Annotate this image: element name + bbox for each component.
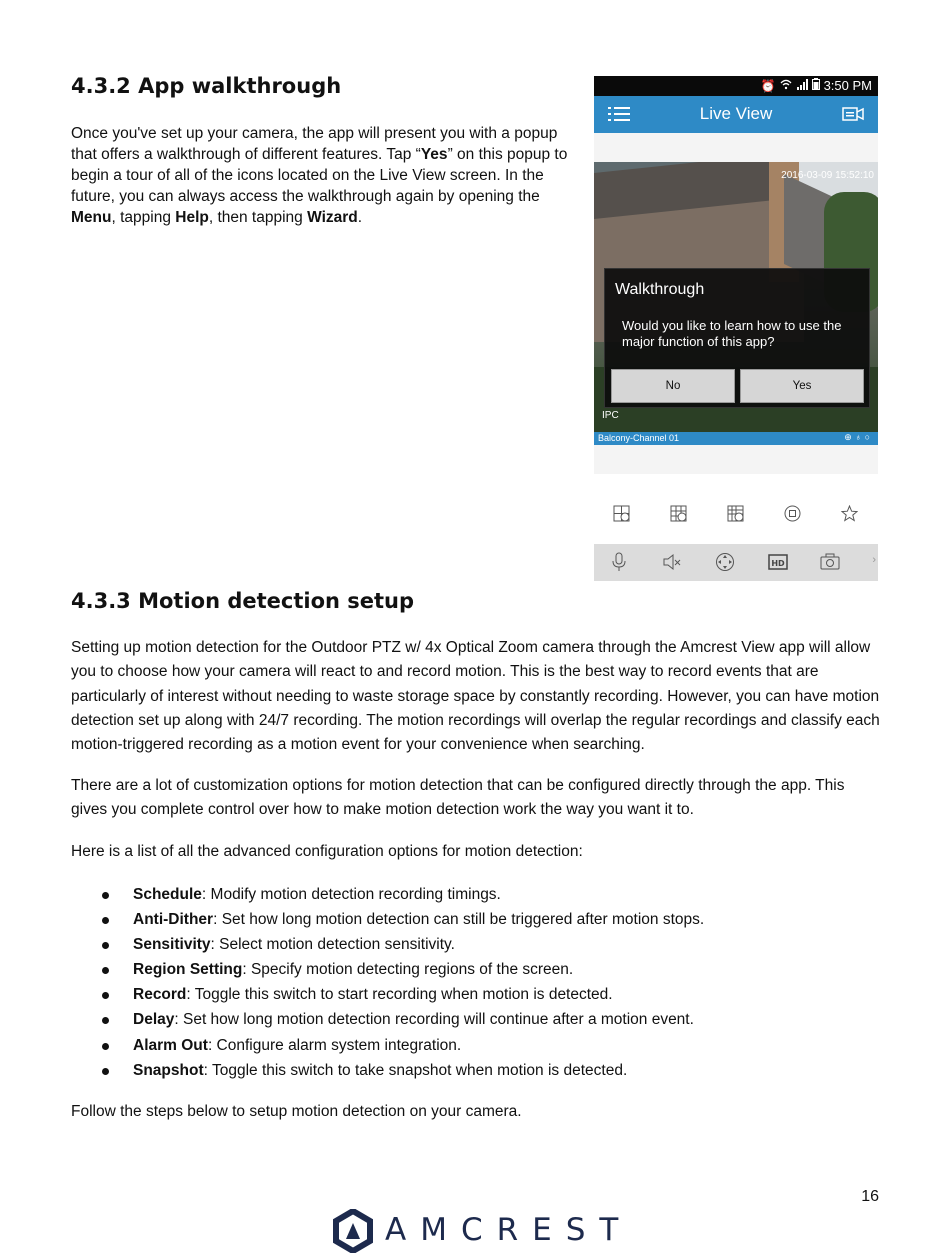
bullet (102, 1068, 109, 1075)
bullet (102, 892, 109, 899)
option-term: Anti-Dither (133, 911, 214, 929)
alarm-icon: ⏰ (760, 78, 776, 93)
bullet (102, 992, 109, 999)
yes-button[interactable]: Yes (740, 369, 864, 403)
bullet (102, 942, 109, 949)
channel-bar (594, 432, 878, 445)
option-term: Record (133, 986, 187, 1004)
text-run: . (357, 209, 363, 226)
amcrest-wordmark: AMCREST (385, 1212, 633, 1248)
option-desc: : Modify motion detection recording timings. (201, 886, 501, 903)
bold-help: Help (175, 209, 209, 226)
more-arrow-icon[interactable]: › (872, 554, 876, 566)
list-item (71, 1058, 871, 1083)
text-run: ” on this popup to begin a tour of all of the icons located on the Live View screen. In the future, you can always access the walkthrough again by opening the (71, 146, 568, 205)
list-item (71, 932, 871, 957)
bold-menu: Menu (71, 209, 112, 226)
follow-steps-paragraph: Follow the steps below to setup motion detection on your camera. (71, 1103, 522, 1120)
amcrest-logo-mark-icon (333, 1209, 373, 1253)
ipc-label: IPC (602, 410, 619, 421)
app-bar (594, 96, 878, 133)
option-desc: : Set how long motion detection recording will continue after a motion event. (174, 1011, 694, 1029)
video-timestamp: 2016-03-09 15:52:10 (781, 170, 874, 181)
option-term: Alarm Out (133, 1036, 208, 1054)
bullet (102, 1043, 109, 1050)
device-list-icon[interactable] (842, 105, 864, 123)
status-bar (594, 76, 878, 96)
list-item (71, 907, 871, 932)
live-video-feed[interactable] (594, 162, 878, 433)
walkthrough-dialog (604, 268, 870, 408)
channel-icons (844, 432, 873, 443)
stop-all-icon[interactable] (784, 505, 801, 522)
list-item (71, 957, 871, 982)
text-run: , then tapping (208, 209, 308, 226)
mute-icon[interactable] (662, 552, 682, 572)
option-desc: : Set how long motion detection can still be triggered after motion stops. (213, 911, 705, 929)
hd-icon[interactable] (768, 552, 788, 572)
customization-paragraph: There are a lot of customization options for motion detection that can be configured directly through the app. This gives you complete control over how to make motion detection work the way you want it to. (71, 777, 845, 819)
control-toolbar (594, 544, 878, 581)
wifi-icon (780, 79, 792, 93)
phone-screenshot (594, 76, 878, 581)
list-item (71, 1007, 871, 1032)
microphone-icon[interactable] (609, 552, 629, 572)
status-time: 3:50 PM (823, 78, 872, 93)
layout-4-icon[interactable] (613, 505, 630, 522)
bullet (102, 967, 109, 974)
text-run: , tapping (111, 209, 176, 226)
app-title: Live View (699, 104, 773, 123)
hd-label: HD (771, 559, 785, 568)
option-desc: : Toggle this switch to take snapshot when motion is detected. (203, 1061, 628, 1079)
snapshot-camera-icon[interactable] (820, 552, 840, 572)
section-heading-motion-detection: 4.3.3 Motion detection setup (71, 589, 415, 613)
dialog-message: Would you like to learn how to use the major function of this app? (622, 318, 842, 349)
option-term: Snapshot (133, 1061, 204, 1079)
favorite-star-icon[interactable] (841, 505, 858, 522)
option-term: Delay (133, 1011, 175, 1029)
circle-icon[interactable]: ○ (864, 432, 873, 442)
option-desc: : Configure alarm system integration. (207, 1036, 462, 1054)
list-item (71, 1033, 871, 1058)
bold-wizard: Wizard (307, 209, 358, 226)
motion-intro-paragraph: Setting up motion detection for the Outdoor PTZ w/ 4x Optical Zoom camera through the Amcrest View app will allow you to choose how your camera will react to and record motion. This is the best way to record events that are particularly of interest without needing to waste storage space by constantly recording. However, you can have motion detection set up along with 24/7 recording. The motion recordings will overlap the regular recordings and classify each motion-triggered recording as a motion event for your convenience when searching. (71, 639, 880, 754)
ptz-icon[interactable] (715, 552, 735, 572)
amcrest-logo (333, 1208, 633, 1254)
layout-16-icon[interactable] (727, 505, 744, 522)
intro-paragraph (71, 123, 577, 228)
section-heading-app-walkthrough: 4.3.2 App walkthrough (71, 74, 342, 98)
bullet (102, 917, 109, 924)
option-term: Schedule (133, 886, 202, 903)
option-term: Region Setting (133, 961, 243, 979)
text-run: Once you've set up your camera, the app will present you with a popup that offers a walkthrough of different features. Tap “ (71, 125, 558, 163)
signal-icon (796, 79, 808, 93)
bullet (102, 1017, 109, 1024)
no-button[interactable]: No (611, 369, 735, 403)
option-desc: : Select motion detection sensitivity. (210, 936, 455, 954)
mic-small-icon[interactable]: ♁ (854, 432, 865, 442)
option-desc: : Toggle this switch to start recording when motion is detected. (186, 986, 613, 1004)
battery-icon (812, 78, 820, 93)
option-desc: : Specify motion detecting regions of the screen. (242, 961, 574, 979)
options-intro-paragraph: Here is a list of all the advanced configuration options for motion detection: (71, 843, 583, 860)
list-item (71, 982, 871, 1007)
bold-yes: Yes (420, 146, 448, 163)
channel-name: Balcony-Channel 01 (598, 433, 680, 443)
dialog-title: Walkthrough (615, 281, 705, 298)
layout-toolbar (594, 474, 878, 544)
zoom-icon[interactable]: ⊕ (844, 432, 855, 442)
option-term: Sensitivity (133, 936, 211, 954)
options-list (71, 882, 871, 1083)
list-item (71, 882, 871, 907)
layout-9-icon[interactable] (670, 505, 687, 522)
page-number: 16 (861, 1188, 879, 1205)
status-icons (761, 78, 872, 93)
